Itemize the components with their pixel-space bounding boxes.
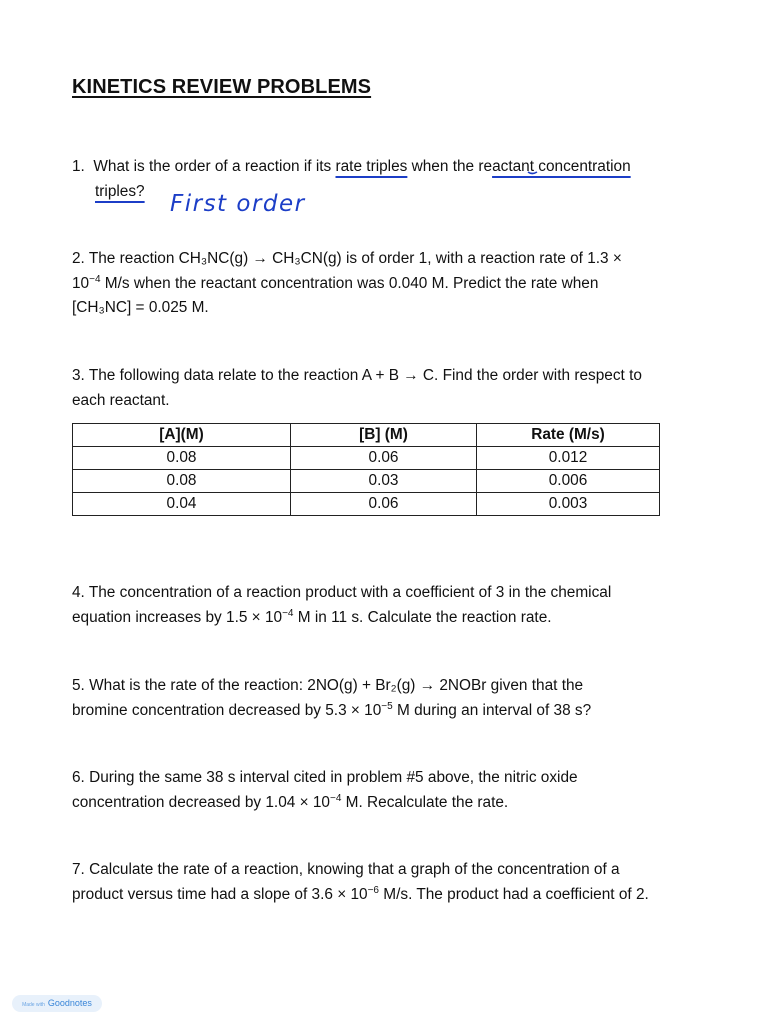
- table-cell: 0.06: [291, 447, 477, 470]
- exponent: −4: [282, 607, 294, 619]
- ink-mark: [528, 172, 537, 174]
- column-header: [B] (M): [291, 424, 477, 447]
- text-span: 10: [72, 274, 90, 292]
- page-title: KINETICS REVIEW PROBLEMS: [72, 76, 372, 98]
- question-6-line-2: [72, 791, 578, 816]
- question-number: 1.: [72, 158, 85, 175]
- question-7-line-2: [72, 883, 649, 908]
- text-span: M/s when the reactant concentration was 0.040 M. Predict the rate when: [100, 274, 599, 292]
- table-cell: 0.012: [477, 447, 660, 470]
- question-text: when the re: [407, 158, 493, 175]
- badge-brand: Goodnotes: [47, 998, 92, 1008]
- question-2-line-3: [CH₃NC] = 0.025 M.: [72, 299, 209, 316]
- text-span: M in 11 s. Calculate the reaction rate.: [293, 608, 552, 626]
- question-3: [72, 364, 642, 413]
- made-with-goodnotes-badge[interactable]: [12, 995, 102, 1012]
- table-cell: 0.04: [73, 493, 291, 516]
- exponent: −6: [367, 884, 379, 896]
- table-cell: 0.006: [477, 470, 660, 493]
- underlined-text: triples?: [95, 182, 145, 200]
- exponent: −4: [89, 273, 101, 285]
- question-5-line-2: [72, 699, 591, 724]
- text-span: M/s. The product had a coefficient of 2.: [379, 885, 649, 903]
- question-5-line-1: 5. What is the rate of the reaction: 2NO(g) + Br₂(g) → 2NOBr given that the: [72, 677, 584, 694]
- question-6: [72, 766, 578, 815]
- text-span: M. Recalculate the rate.: [341, 793, 509, 811]
- question-2-line-2: [72, 272, 622, 297]
- table-row: [73, 493, 660, 516]
- text-span: equation increases by 1.5 × 10: [72, 608, 283, 626]
- column-header: Rate (M/s): [477, 424, 660, 447]
- text-span: M during an interval of 38 s?: [392, 701, 592, 719]
- table-cell: 0.08: [73, 447, 291, 470]
- text-span: concentration decreased by 1.04 × 10: [72, 793, 330, 811]
- rate-data-table: [72, 423, 660, 516]
- table-cell: 0.03: [291, 470, 477, 493]
- table-header-row: [73, 424, 660, 447]
- question-7: [72, 858, 649, 907]
- handwritten-answer: First order: [170, 191, 306, 217]
- question-7-line-1: 7. Calculate the rate of a reaction, knowing that a graph of the concentration of a: [72, 861, 620, 878]
- exponent: −4: [329, 792, 342, 804]
- text-span: bromine concentration decreased by 5.3 × 10: [72, 701, 382, 719]
- question-text: What is the order of a reaction if its: [93, 158, 336, 175]
- question-2-line-1: 2. The reaction CH₃NC(g) → CH₃CN(g) is of order 1, with a reaction rate of 1.3 ×: [72, 250, 622, 267]
- question-5: [72, 674, 591, 723]
- text-span: product versus time had a slope of 3.6 × 10: [72, 885, 368, 903]
- question-4-line-1: 4. The concentration of a reaction product with a coefficient of 3 in the chemical: [72, 584, 612, 601]
- table-cell: 0.08: [73, 470, 291, 493]
- table-cell: 0.06: [291, 493, 477, 516]
- column-header: [A](M): [73, 424, 291, 447]
- question-3-line-1: 3. The following data relate to the reaction A + B → C. Find the order with respect to: [72, 367, 642, 384]
- table-row: [73, 447, 660, 470]
- underlined-text: actant concentration: [492, 158, 631, 175]
- table-cell: 0.003: [477, 493, 660, 516]
- question-4-line-2: [72, 606, 611, 631]
- question-3-line-2: each reactant.: [72, 391, 170, 409]
- exponent: −5: [381, 700, 393, 712]
- question-4: [72, 581, 611, 630]
- badge-caption: Made with: [22, 1002, 45, 1008]
- underlined-text: rate triples: [335, 158, 408, 175]
- table-row: [73, 470, 660, 493]
- question-6-line-1: 6. During the same 38 s interval cited in problem #5 above, the nitric oxide: [72, 769, 578, 786]
- question-2: [72, 247, 622, 321]
